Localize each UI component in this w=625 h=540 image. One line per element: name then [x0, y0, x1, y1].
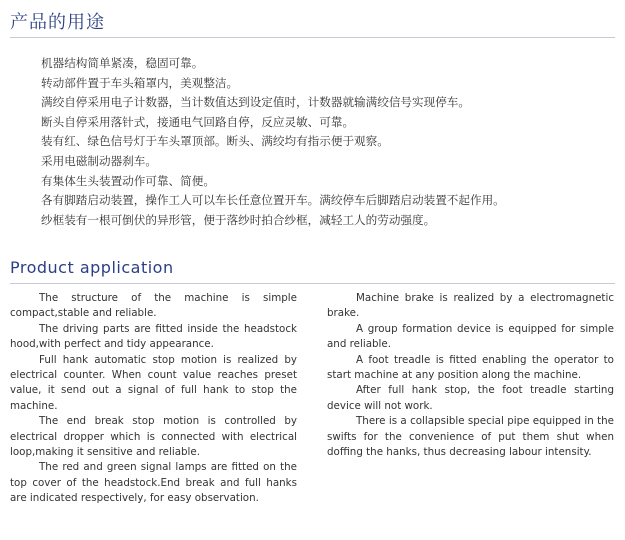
- chinese-title-divider: [10, 37, 615, 38]
- feature-item: 各有脚踏启动装置，操作工人可以车长任意位置开车。满绞停车后脚踏启动装置不起作用。: [41, 193, 505, 208]
- english-paragraph: There is a collapsible special pipe equipped in the swifts for the convenience of put them shut when doffing the hanks, thus decreasing labour intensity.: [327, 415, 614, 459]
- english-right-column: [327, 291, 614, 460]
- feature-item: 装有红、绿色信号灯于车头罩顶部。断头、满绞均有指示便于观察。: [41, 134, 389, 149]
- english-section-title: Product application: [10, 258, 174, 277]
- chinese-feature-list: [41, 54, 505, 230]
- feature-item: 满绞自停采用电子计数器，当计数值达到设定值时，计数器就输满绞信号实现停车。: [41, 95, 470, 110]
- english-paragraph: Machine brake is realized by a electromagnetic brake.: [327, 292, 614, 320]
- feature-item: 转动部件置于车头箱罩内，美观整洁。: [41, 75, 239, 90]
- english-paragraph: A foot treadle is fitted enabling the operator to start machine at any position along the machine.: [327, 353, 614, 382]
- english-paragraph: The structure of the machine is simple compact,stable and reliable.: [10, 292, 297, 320]
- feature-item: 机器结构简单紧凑，稳固可靠。: [41, 56, 204, 70]
- feature-item: 采用电磁制动器刹车。: [41, 153, 157, 168]
- english-paragraph: The end break stop motion is controlled by electrical dropper which is connected with electrical loop,making it sensitive and reliable.: [10, 415, 297, 459]
- english-paragraph: The driving parts are fitted inside the headstock hood,with perfect and tidy appearance.: [10, 322, 297, 351]
- feature-item: 纱框装有一根可倒伏的异形管，便于落纱时拍合纱框，减轻工人的劳动强度。: [41, 212, 436, 227]
- english-paragraph: A group formation device is equipped for simple and reliable.: [327, 322, 614, 351]
- english-title-divider: [10, 283, 615, 284]
- feature-item: 断头自停采用落针式，接通电气回路自停，反应灵敏、可靠。: [41, 114, 355, 129]
- feature-item: 有集体生头装置动作可靠、简便。: [41, 173, 215, 188]
- english-paragraph: After full hank stop, the foot treadle starting device will not work.: [327, 384, 614, 412]
- chinese-section-title: 产品的用途: [10, 12, 105, 33]
- english-paragraph: The red and green signal lamps are fitted on the top cover of the headstock.End break and full hanks are indicated respectively, for easy observation.: [10, 461, 297, 505]
- english-paragraph: Full hank automatic stop motion is realized by electrical counter. When count value reaches preset value, it send out a signal of full hank to stop the machine.: [10, 353, 297, 412]
- english-left-column: [10, 291, 297, 507]
